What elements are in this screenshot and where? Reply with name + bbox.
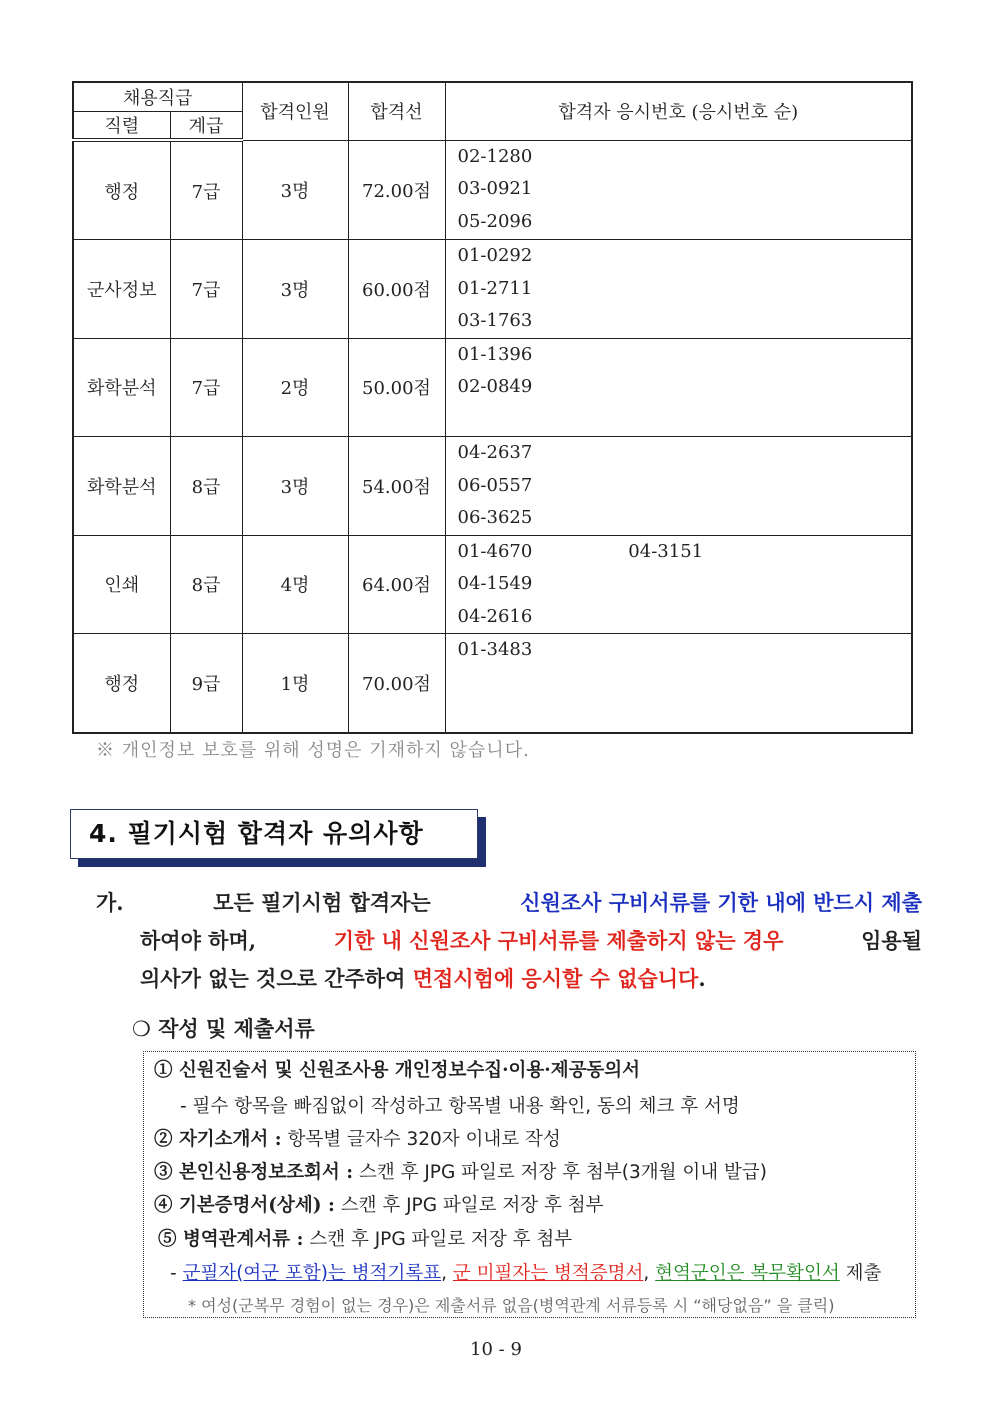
cell-cutoff: 50.00점 [348,338,445,437]
applicant-id: 03-1763 [457,310,533,331]
cell-cutoff: 72.00점 [348,140,445,240]
doc-label: ⑤ 병역관계서류 : [158,1229,304,1250]
cell-count: 4명 [242,535,348,634]
text-segment: 하여야 하며, [140,928,257,953]
applicant-id: 04-3151 [628,540,704,562]
table-row [73,634,912,733]
cell-cutoff: 70.00점 [348,634,445,733]
cell-ids [445,338,912,437]
header-cutoff: 합격선 [348,82,445,140]
doc-desc: 항목별 글자수 320자 이내로 작성 [287,1129,561,1150]
doc-item-4 [154,1191,604,1217]
applicant-id: 01-3483 [457,639,533,660]
applicant-id: 01-4670 [457,540,533,562]
applicant-id: 04-1549 [457,573,533,594]
cell-ids [445,535,912,634]
cell-count: 3명 [242,437,348,536]
cell-ids [445,240,912,339]
section-heading [70,809,478,859]
cell-count: 2명 [242,338,348,437]
paragraph-line-3 [96,960,922,998]
page-number: 10 - 9 [470,1339,522,1360]
separator: , [441,1263,447,1284]
table-row [73,140,912,240]
applicant-id: 04-2637 [457,442,533,463]
header-pass-count: 합격인원 [242,82,348,140]
military-record-note: 군필자(여군 포함)는 병적기록표 [182,1263,442,1284]
doc-desc: 스캔 후 JPG 파일로 저장 후 첨부(3개월 이내 발급) [358,1162,767,1183]
applicant-id: 02-0849 [457,376,533,397]
cell-series: 행정 [73,634,170,733]
cell-cutoff: 60.00점 [348,240,445,339]
service-confirmation-note: 현역군인은 복무확인서 [655,1263,840,1284]
section-title: 4. 필기시험 합격자 유의사항 [89,819,424,848]
notice-paragraph [96,884,922,998]
table-row [73,437,912,536]
applicant-id: 06-0557 [457,474,533,496]
paragraph-marker: 가. [96,890,124,915]
cell-cutoff: 64.00점 [348,535,445,634]
table-row [73,240,912,339]
text-segment: 의사가 없는 것으로 간주하여 [140,966,406,991]
cell-grade: 7급 [170,240,242,339]
doc-item-1: ① 신원진술서 및 신원조사용 개인정보수집·이용·제공동의서 [154,1060,641,1081]
cell-series: 화학분석 [73,437,170,536]
paragraph-line-1 [96,884,922,922]
cell-series: 행정 [73,140,170,240]
applicant-id: 04-2616 [457,605,533,627]
doc-item-5 [158,1225,572,1251]
doc-item-2 [154,1125,561,1151]
cell-grade: 7급 [170,338,242,437]
cell-ids [445,140,912,240]
header-recruit-grade: 채용직급 [73,82,242,112]
text-segment: 임용될 [861,928,922,953]
cell-ids [445,634,912,733]
cell-series: 군사정보 [73,240,170,339]
applicant-id: 01-2711 [457,277,533,299]
cell-series: 화학분석 [73,338,170,437]
text-segment: . [698,966,706,991]
applicant-id: 06-3625 [457,507,533,528]
applicant-id: 03-0921 [457,178,533,199]
applicant-id [458,699,912,732]
paragraph-line-2 [96,922,922,960]
pass-result-table [72,81,913,734]
doc-label: ② 자기소개서 : [154,1129,282,1150]
header-grade: 계급 [170,112,242,141]
highlight-red: 기한 내 신원조사 구비서류를 제출하지 않는 경우 [333,928,784,953]
documents-subheading: ❍ 작성 및 제출서류 [132,1017,315,1041]
doc-item-5-detail [170,1259,881,1285]
dash: - [170,1263,177,1284]
cell-grade: 9급 [170,634,242,733]
separator: , [643,1263,650,1284]
header-series: 직렬 [73,112,170,141]
doc-label: ④ 기본증명서(상세) : [154,1195,335,1216]
applicant-id-line [458,536,912,569]
doc-label: ③ 본인신용정보조회서 : [154,1162,354,1183]
applicant-id: 01-1396 [457,343,533,365]
doc-desc: 스캔 후 JPG 파일로 저장 후 첨부 [309,1229,573,1250]
cell-count: 3명 [242,240,348,339]
women-exemption-note: * 여성(군복무 경험이 없는 경우)은 제출서류 없음(병역관계 서류등록 시 “해당없음” 을 클릭) [188,1296,835,1315]
applicant-id: 02-1280 [457,145,533,167]
cell-cutoff: 54.00점 [348,437,445,536]
cell-count: 1명 [242,634,348,733]
doc-desc: 스캔 후 JPG 파일로 저장 후 첨부 [340,1195,604,1216]
cell-ids [445,437,912,536]
doc-item-3 [154,1158,767,1184]
applicant-id: 01-0292 [457,245,533,266]
cell-grade: 8급 [170,437,242,536]
applicant-id [458,667,912,700]
cell-grade: 7급 [170,140,242,240]
privacy-note: ※ 개인정보 보호를 위해 성명은 기재하지 않습니다. [96,740,530,761]
cell-grade: 8급 [170,535,242,634]
cell-series: 인쇄 [73,535,170,634]
highlight-blue: 신원조사 구비서류를 기한 내에 반드시 제출 [520,890,922,915]
military-certificate-note: 군 미필자는 병적증명서 [452,1263,644,1284]
doc-item-1-detail: - 필수 항목을 빠짐없이 작성하고 항목별 내용 확인, 동의 체크 후 서명 [180,1096,740,1117]
text-segment: 제출 [845,1263,882,1284]
highlight-red: 면접시험에 응시할 수 없습니다 [412,966,699,991]
applicant-id [458,404,912,437]
cell-count: 3명 [242,140,348,240]
header-applicant-ids: 합격자 응시번호 (응시번호 순) [445,82,912,140]
table-row [73,535,912,634]
text-segment: 모든 필기시험 합격자는 [213,890,431,915]
documents-box [143,1051,916,1318]
applicant-id: 05-2096 [457,210,533,232]
table-row [73,338,912,437]
